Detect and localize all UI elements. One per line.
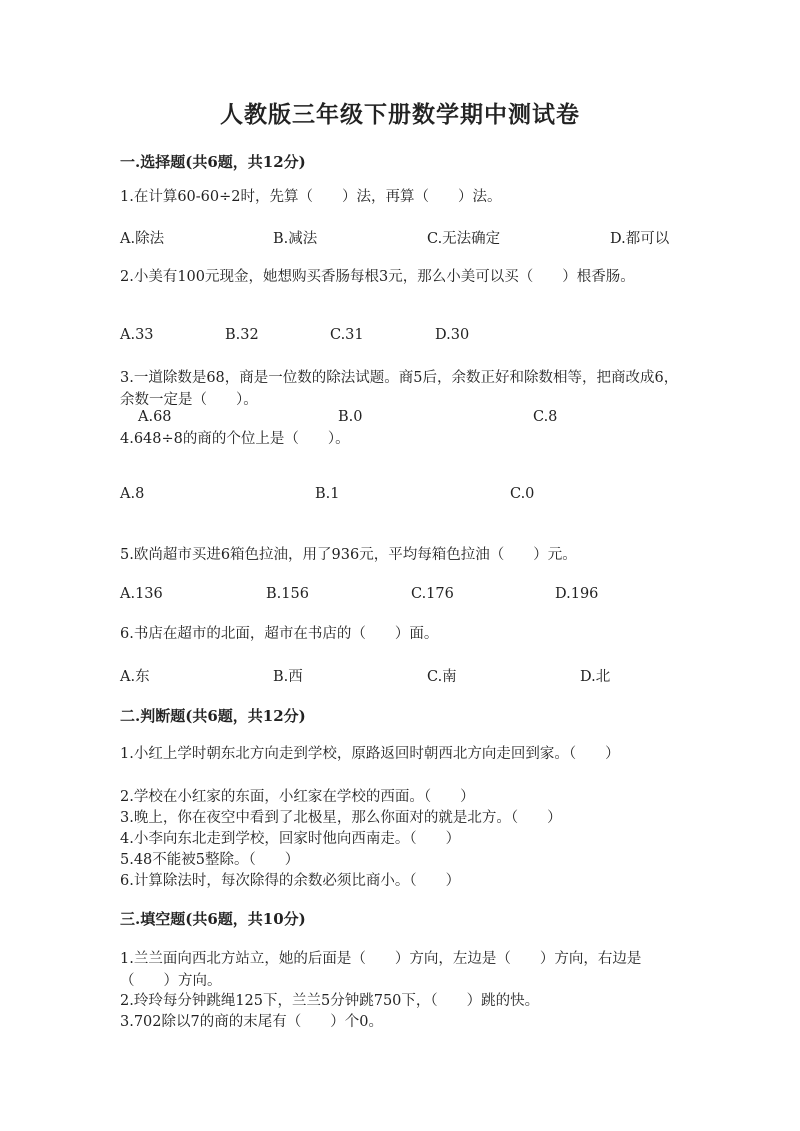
option-a: A.东 xyxy=(120,669,150,685)
question-text: 1.在计算60-60÷2时，先算（ ）法，再算（ ）法。 xyxy=(120,189,502,205)
option-b: B.减法 xyxy=(273,231,318,247)
option-d: D.30 xyxy=(435,327,470,343)
option-d: D.都可以 xyxy=(610,231,670,247)
option-d: D.北 xyxy=(580,669,611,685)
option-b: B.156 xyxy=(266,586,309,602)
option-a: A.68 xyxy=(138,409,172,425)
question-text: 5.欧尚超市买进6箱色拉油，用了936元，平均每箱色拉油（ ）元。 xyxy=(120,547,577,563)
option-c: C.0 xyxy=(510,486,535,502)
question-text: 4.小李向东北走到学校，回家时他向西南走。（ ） xyxy=(120,831,461,847)
option-a: A.136 xyxy=(120,586,163,602)
question-text: 2.学校在小红家的东面，小红家在学校的西面。（ ） xyxy=(120,789,475,805)
option-d: D.196 xyxy=(555,586,599,602)
option-c: C.176 xyxy=(411,586,454,602)
section-heading-choice: 一.选择题(共6题，共12分) xyxy=(120,153,306,171)
question-text: 4.648÷8的商的个位上是（ ）。 xyxy=(120,431,350,447)
option-b: B.西 xyxy=(273,669,303,685)
question-text: 5.48不能被5整除。（ ） xyxy=(120,852,300,868)
question-text: 3.702除以7的商的末尾有（ ）个0。 xyxy=(120,1014,383,1030)
section-heading-fill-in: 三.填空题(共6题，共10分) xyxy=(120,910,306,928)
option-c: C.无法确定 xyxy=(427,231,501,247)
question-text: 1.兰兰面向西北方站立，她的后面是（ ）方向，左边是（ ）方向，右边是（ ）方向。 xyxy=(120,951,642,989)
option-a: A.除法 xyxy=(120,231,165,247)
section-heading-judgement: 二.判断题(共6题，共12分) xyxy=(120,707,306,725)
option-a: A.8 xyxy=(120,486,145,502)
option-c: C.8 xyxy=(533,409,558,425)
page-title: 人教版三年级下册数学期中测试卷 xyxy=(220,101,580,128)
question-text: 2.玲玲每分钟跳绳125下，兰兰5分钟跳750下，（ ）跳的快。 xyxy=(120,993,540,1009)
question-text: 6.书店在超市的北面，超市在书店的（ ）面。 xyxy=(120,626,439,642)
option-c: C.31 xyxy=(330,327,364,343)
option-a: A.33 xyxy=(120,327,154,343)
option-b: B.0 xyxy=(338,409,363,425)
question-text: 1.小红上学时朝东北方向走到学校，原路返回时朝西北方向走回到家。（ ） xyxy=(120,746,620,762)
question-text: 2.小美有100元现金，她想购买香肠每根3元，那么小美可以买（ ）根香肠。 xyxy=(120,269,635,285)
option-b: B.1 xyxy=(315,486,340,502)
question-text: 6.计算除法时，每次除得的余数必须比商小。（ ） xyxy=(120,873,461,889)
question-text: 3.晚上，你在夜空中看到了北极星，那么你面对的就是北方。（ ） xyxy=(120,810,562,826)
question-text: 3.一道除数是68，商是一位数的除法试题。商5后，余数正好和除数相等，把商改成6，余数一定是（ ）。 xyxy=(120,370,679,408)
option-b: B.32 xyxy=(225,327,259,343)
option-c: C.南 xyxy=(427,669,457,685)
